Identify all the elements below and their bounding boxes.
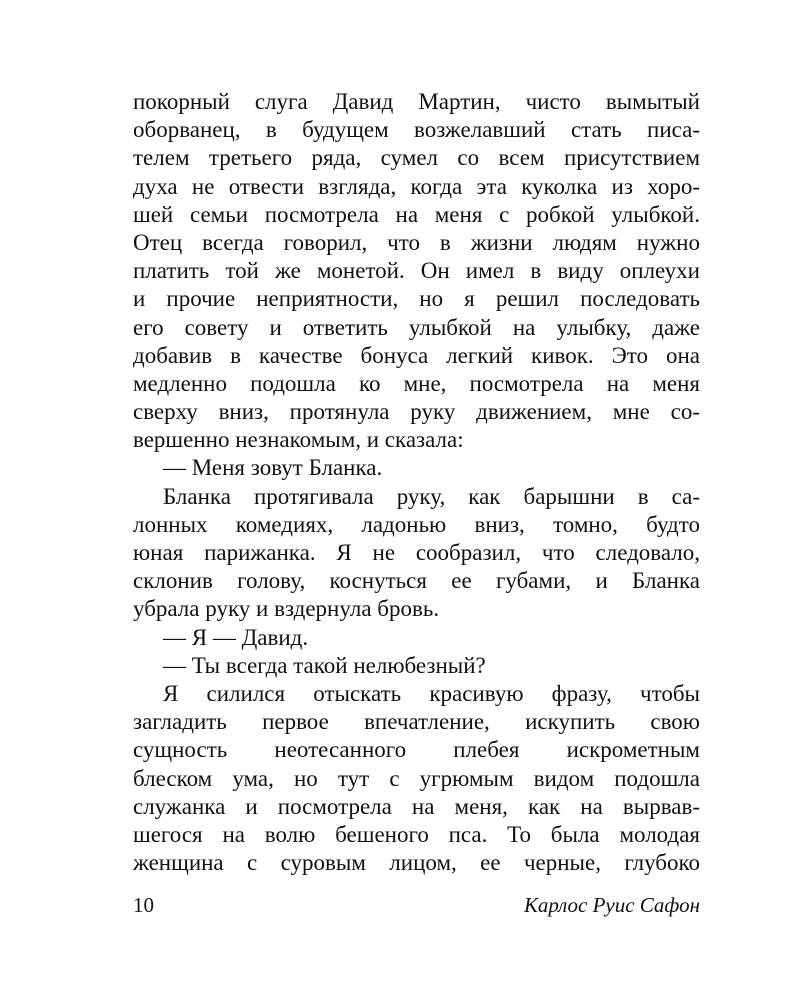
- text-line: платить той же монетой. Он имел в виду оплеухи: [133, 258, 700, 284]
- text-line: сущность неотесанного плебея искрометным: [133, 737, 700, 763]
- text-line: покорный слуга Давид Мартин, чисто вымытый: [133, 89, 700, 114]
- text-line: и прочие неприятности, но я решил последовать: [133, 286, 700, 312]
- text-line: Бланка протягивала руку, как барышни в са-: [163, 483, 700, 509]
- text-line: медленно подошла ко мне, посмотрела на меня: [133, 370, 700, 396]
- text-line: лонных комедиях, ладонью вниз, томно, будто: [133, 511, 700, 537]
- text-line: юная парижанка. Я не сообразил, что следовало,: [133, 540, 700, 565]
- text-line: блеском ума, но тут с угрюмым видом подошла: [133, 765, 700, 791]
- text-line: убрала руку и вздернула бровь.: [133, 596, 440, 622]
- body-text: [133, 88, 700, 877]
- text-line: шей семьи посмотрела на меня с робкой улыбкой.: [133, 201, 700, 227]
- text-line: его совету и ответить улыбкой на улыбку, даже: [133, 314, 700, 340]
- text-line: — Я — Давид.: [163, 624, 309, 650]
- text-line: вершенно незнакомым, и сказала:: [133, 427, 464, 453]
- text-line: — Ты всегда такой нелюбезный?: [163, 652, 486, 678]
- text-line: телем третьего ряда, сумел со всем присутствием: [133, 145, 700, 171]
- text-line: шегося на волю бешеного пса. То была молодая: [133, 821, 700, 847]
- page-number: 10: [133, 893, 154, 917]
- text-line: склонив голову, коснуться ее губами, и Бланка: [133, 568, 700, 594]
- text-line: оборванец, в будущем возжелавший стать писа-: [133, 117, 700, 143]
- text-line: женщина с суровым лицом, ее черные, глубоко: [133, 850, 700, 876]
- text-line: добавив в качестве бонуса легкий кивок. Это она: [133, 342, 700, 368]
- text-line: — Меня зовут Бланка.: [163, 455, 383, 481]
- text-line: Отец всегда говорил, что в жизни людям нужно: [133, 229, 700, 255]
- text-line: сверху вниз, протянула руку движением, мне со-: [133, 399, 700, 425]
- page-footer: [133, 893, 700, 923]
- text-line: духа не отвести взгляда, когда эта куколка из хоро-: [133, 173, 700, 199]
- running-head-author: Карлос Руис Сафон: [523, 893, 700, 917]
- text-line: Я силился отыскать красивую фразу, чтобы: [163, 680, 700, 706]
- text-line: загладить первое впечатление, искупить свою: [133, 709, 700, 735]
- text-line: служанка и посмотрела на меня, как на вырвав-: [133, 793, 700, 819]
